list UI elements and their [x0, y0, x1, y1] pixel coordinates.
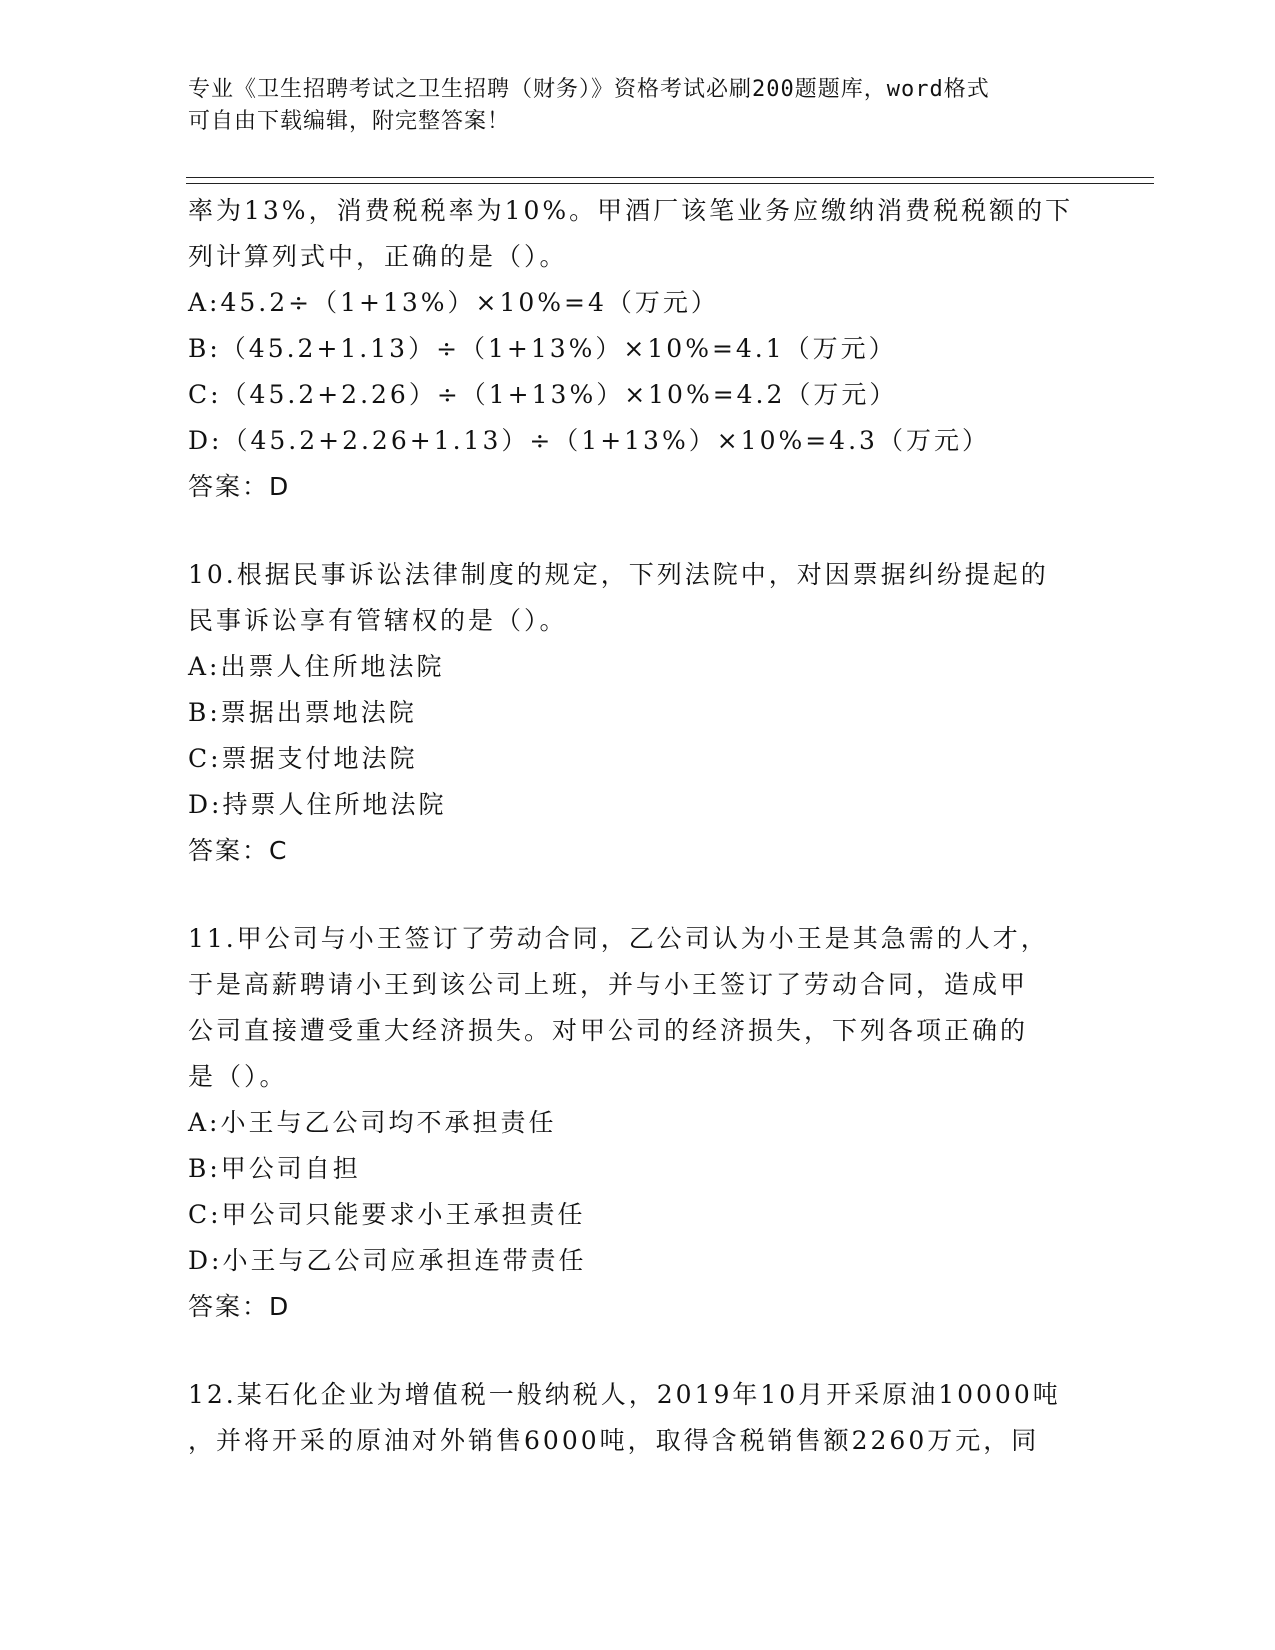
question-10 — [188, 552, 1088, 874]
question-text-line: 于是高薪聘请小王到该公司上班，并与小王签订了劳动合同，造成甲 — [188, 970, 1029, 999]
answer-line: 答案：C — [188, 836, 289, 865]
question-text-line: 民事诉讼享有管辖权的是（）。 — [188, 606, 568, 635]
question-text-line: 10.根据民事诉讼法律制度的规定，下列法院中，对因票据纠纷提起的 — [188, 560, 1049, 589]
question-text-line: ，并将开采的原油对外销售6000吨，取得含税销售额2260万元，同 — [188, 1426, 1040, 1455]
option-c: C:甲公司只能要求小王承担责任 — [188, 1200, 586, 1229]
question-text-line: 12.某石化企业为增值税一般纳税人，2019年10月开采原油10000吨 — [188, 1380, 1061, 1409]
option-c: C:票据支付地法院 — [188, 744, 418, 773]
option-d: D:持票人住所地法院 — [188, 790, 447, 819]
question-text-line: 率为13%，消费税税率为10%。甲酒厂该笔业务应缴纳消费税税额的下 — [188, 196, 1074, 225]
question-text-line: 是（）。 — [188, 1062, 288, 1091]
question-text-line: 11.甲公司与小王签订了劳动合同，乙公司认为小王是其急需的人才， — [188, 924, 1049, 953]
header-divider-bottom — [186, 183, 1154, 184]
question-12 — [188, 1372, 1088, 1464]
question-9 — [188, 188, 1088, 510]
document-header — [188, 74, 1088, 138]
spacer — [188, 874, 1088, 916]
answer-line: 答案：D — [188, 472, 291, 501]
option-d: D:（45.2+2.26+1.13）÷（1+13%）×10%=4.3（万元） — [188, 426, 990, 455]
answer-line: 答案：D — [188, 1292, 291, 1321]
option-b: B:甲公司自担 — [188, 1154, 361, 1183]
option-a: A:出票人住所地法院 — [188, 652, 445, 681]
question-list — [188, 188, 1088, 1464]
option-a: A:45.2÷（1+13%）×10%=4（万元） — [188, 288, 719, 317]
header-divider-top — [186, 177, 1154, 178]
option-b: B:票据出票地法院 — [188, 698, 417, 727]
option-a: A:小王与乙公司均不承担责任 — [188, 1108, 557, 1137]
spacer — [188, 510, 1088, 552]
option-c: C:（45.2+2.26）÷（1+13%）×10%=4.2（万元） — [188, 380, 898, 409]
header-title-line-1: 专业《卫生招聘考试之卫生招聘（财务）》资格考试必刷200题题库，word格式 — [188, 77, 990, 102]
question-11 — [188, 916, 1088, 1330]
option-b: B:（45.2+1.13）÷（1+13%）×10%=4.1（万元） — [188, 334, 897, 363]
header-title-line-2: 可自由下载编辑，附完整答案！ — [188, 109, 511, 134]
question-text-line: 公司直接遭受重大经济损失。对甲公司的经济损失，下列各项正确的 — [188, 1016, 1029, 1045]
option-d: D:小王与乙公司应承担连带责任 — [188, 1246, 587, 1275]
spacer — [188, 1330, 1088, 1372]
question-text-line: 列计算列式中，正确的是（）。 — [188, 242, 568, 271]
